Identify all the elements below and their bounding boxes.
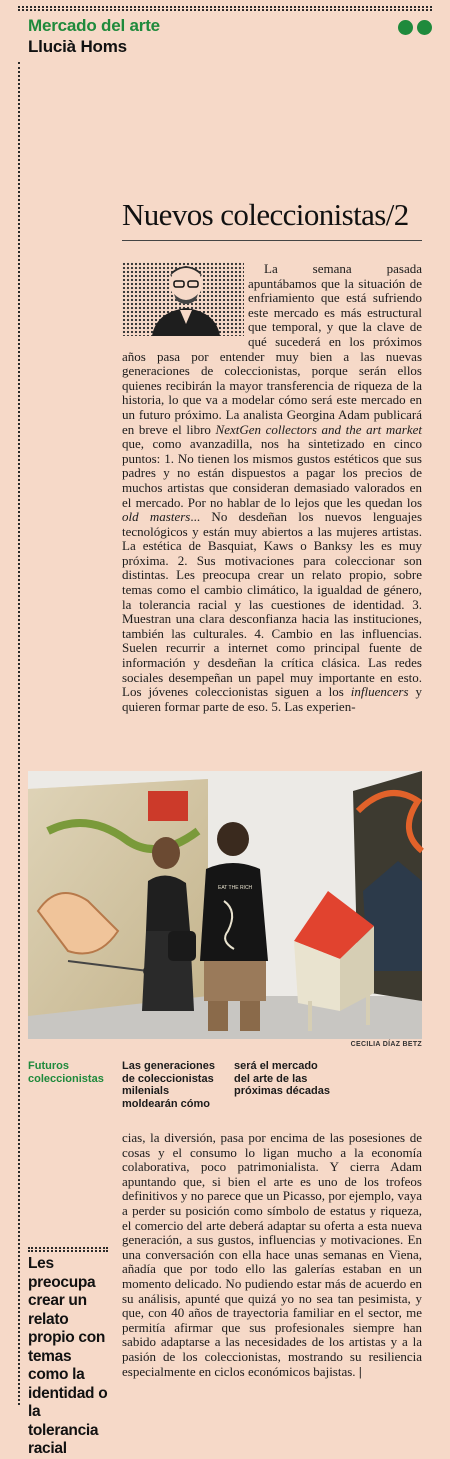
- left-dotted-rule: [18, 62, 20, 1405]
- paragraph-1: La semana pasada apuntábamos que la situación de enfriamiento que está sufriendo este mercado es más estructural que temporal, y que la clave de qué sucederá en los próximos años pasa por entender muy bien a las nuevas generaciones de coleccionistas, porque serán ellos quienes recibirán la mayor transferencia de riqueza de la historia, lo que va a modelar cómo será este mercado en un futuro próximo. La analista Georgina Adam publicará en breve el libro NextGen collectors and the art market que, como avanzadilla, nos ha sintetizado en cinco puntos: 1. No tienen los mismos gustos estéticos que sus padres y no están dispuestos a pagar los precios de muchos artistas que consideran demasiado valorados en el mercado. Por no hablar de lo lejos que les quedan los old masters... No desdeñan los nuevos lenguajes tecnológicos y están muy abiertos a las mujeres artistas. La estética de Basquiat, Kaws o Banksy les es muy próxima. 2. Sus motivaciones para coleccionar son distintas. Les preocupa crear un relato propio, sobre temas como el cambio climático, la igualdad de género, la tolerancia racial y las cuestiones de identidad. 3. Muestran una clara desconfianza hacia las instituciones, también las culturales. 4. Cambio en las influencias. Suelen recurrir a internet como principal fuente de información y desdeñan la crítica clásica. Las redes sociales desempeñan un papel muy importante en esto. Los jóvenes coleccionistas siguen a los influencers y quieren formar parte de eso. 5. Las experien-: [122, 261, 423, 714]
- pullquote-rule: [28, 1247, 108, 1252]
- top-dotted-rule: [18, 6, 432, 11]
- green-dot-icon: [398, 20, 413, 35]
- article-headline: Nuevos coleccionistas/2: [122, 197, 409, 232]
- section-logo-dots: [398, 20, 432, 35]
- green-dot-icon: [417, 20, 432, 35]
- section-title: Mercado del arte: [28, 16, 160, 35]
- gallery-photo: [28, 771, 422, 1039]
- article-body-part1: [122, 262, 422, 714]
- shirt-print-text: EAT THE RICH: [218, 885, 253, 891]
- caption-text-2: será el mercado del arte de las próximas décadas: [234, 1060, 330, 1097]
- caption-text-1: Las generaciones de coleccionistas milenials moldearán cómo: [122, 1060, 215, 1110]
- author-name: Llucià Homs: [28, 37, 127, 56]
- caption-label: Futuros coleccionistas: [28, 1060, 104, 1085]
- article-body-part2: [122, 1131, 422, 1379]
- paragraph-2: cias, la diversión, pasa por encima de las posesiones de cosas y el consumo lo ligan mucho a la economía colaborativa, poco patrimonialista. Y cierra Adam apuntando que, si bien el arte es uno de los trofeos definitivos y no parece que un Picasso, por ejemplo, vaya a perder su posición como símbolo de estatus y riqueza, el comercio del arte deberá adaptar su oferta a esta nueva generación, a sus gustos, influencias y motivaciones. En una conversación con ella hace unas semanas en Viena, añadía que por todo ello las galerías estaban en un momento delicado. No pudiendo estar más de acuerdo en su análisis, apunté que quizá yo no sea tan pesimista, y que, con 40 años de trayectoria familiar en el sector, me permitía afirmar que sus profesionales siempre han sabido adaptarse a las necesidades de los artistas y a la pasión de los coleccionistas, mostrando su resiliencia especialmente en ciclos económicos bajistas. |: [122, 1130, 422, 1379]
- pullquote: Les preocupa crear un relato propio con temas como la identidad o la tolerancia racial: [28, 1255, 108, 1457]
- portrait-spacer: [122, 262, 248, 336]
- photo-credit: CECILIA DÍAZ BETZ: [350, 1041, 422, 1048]
- headline-rule: [122, 240, 422, 241]
